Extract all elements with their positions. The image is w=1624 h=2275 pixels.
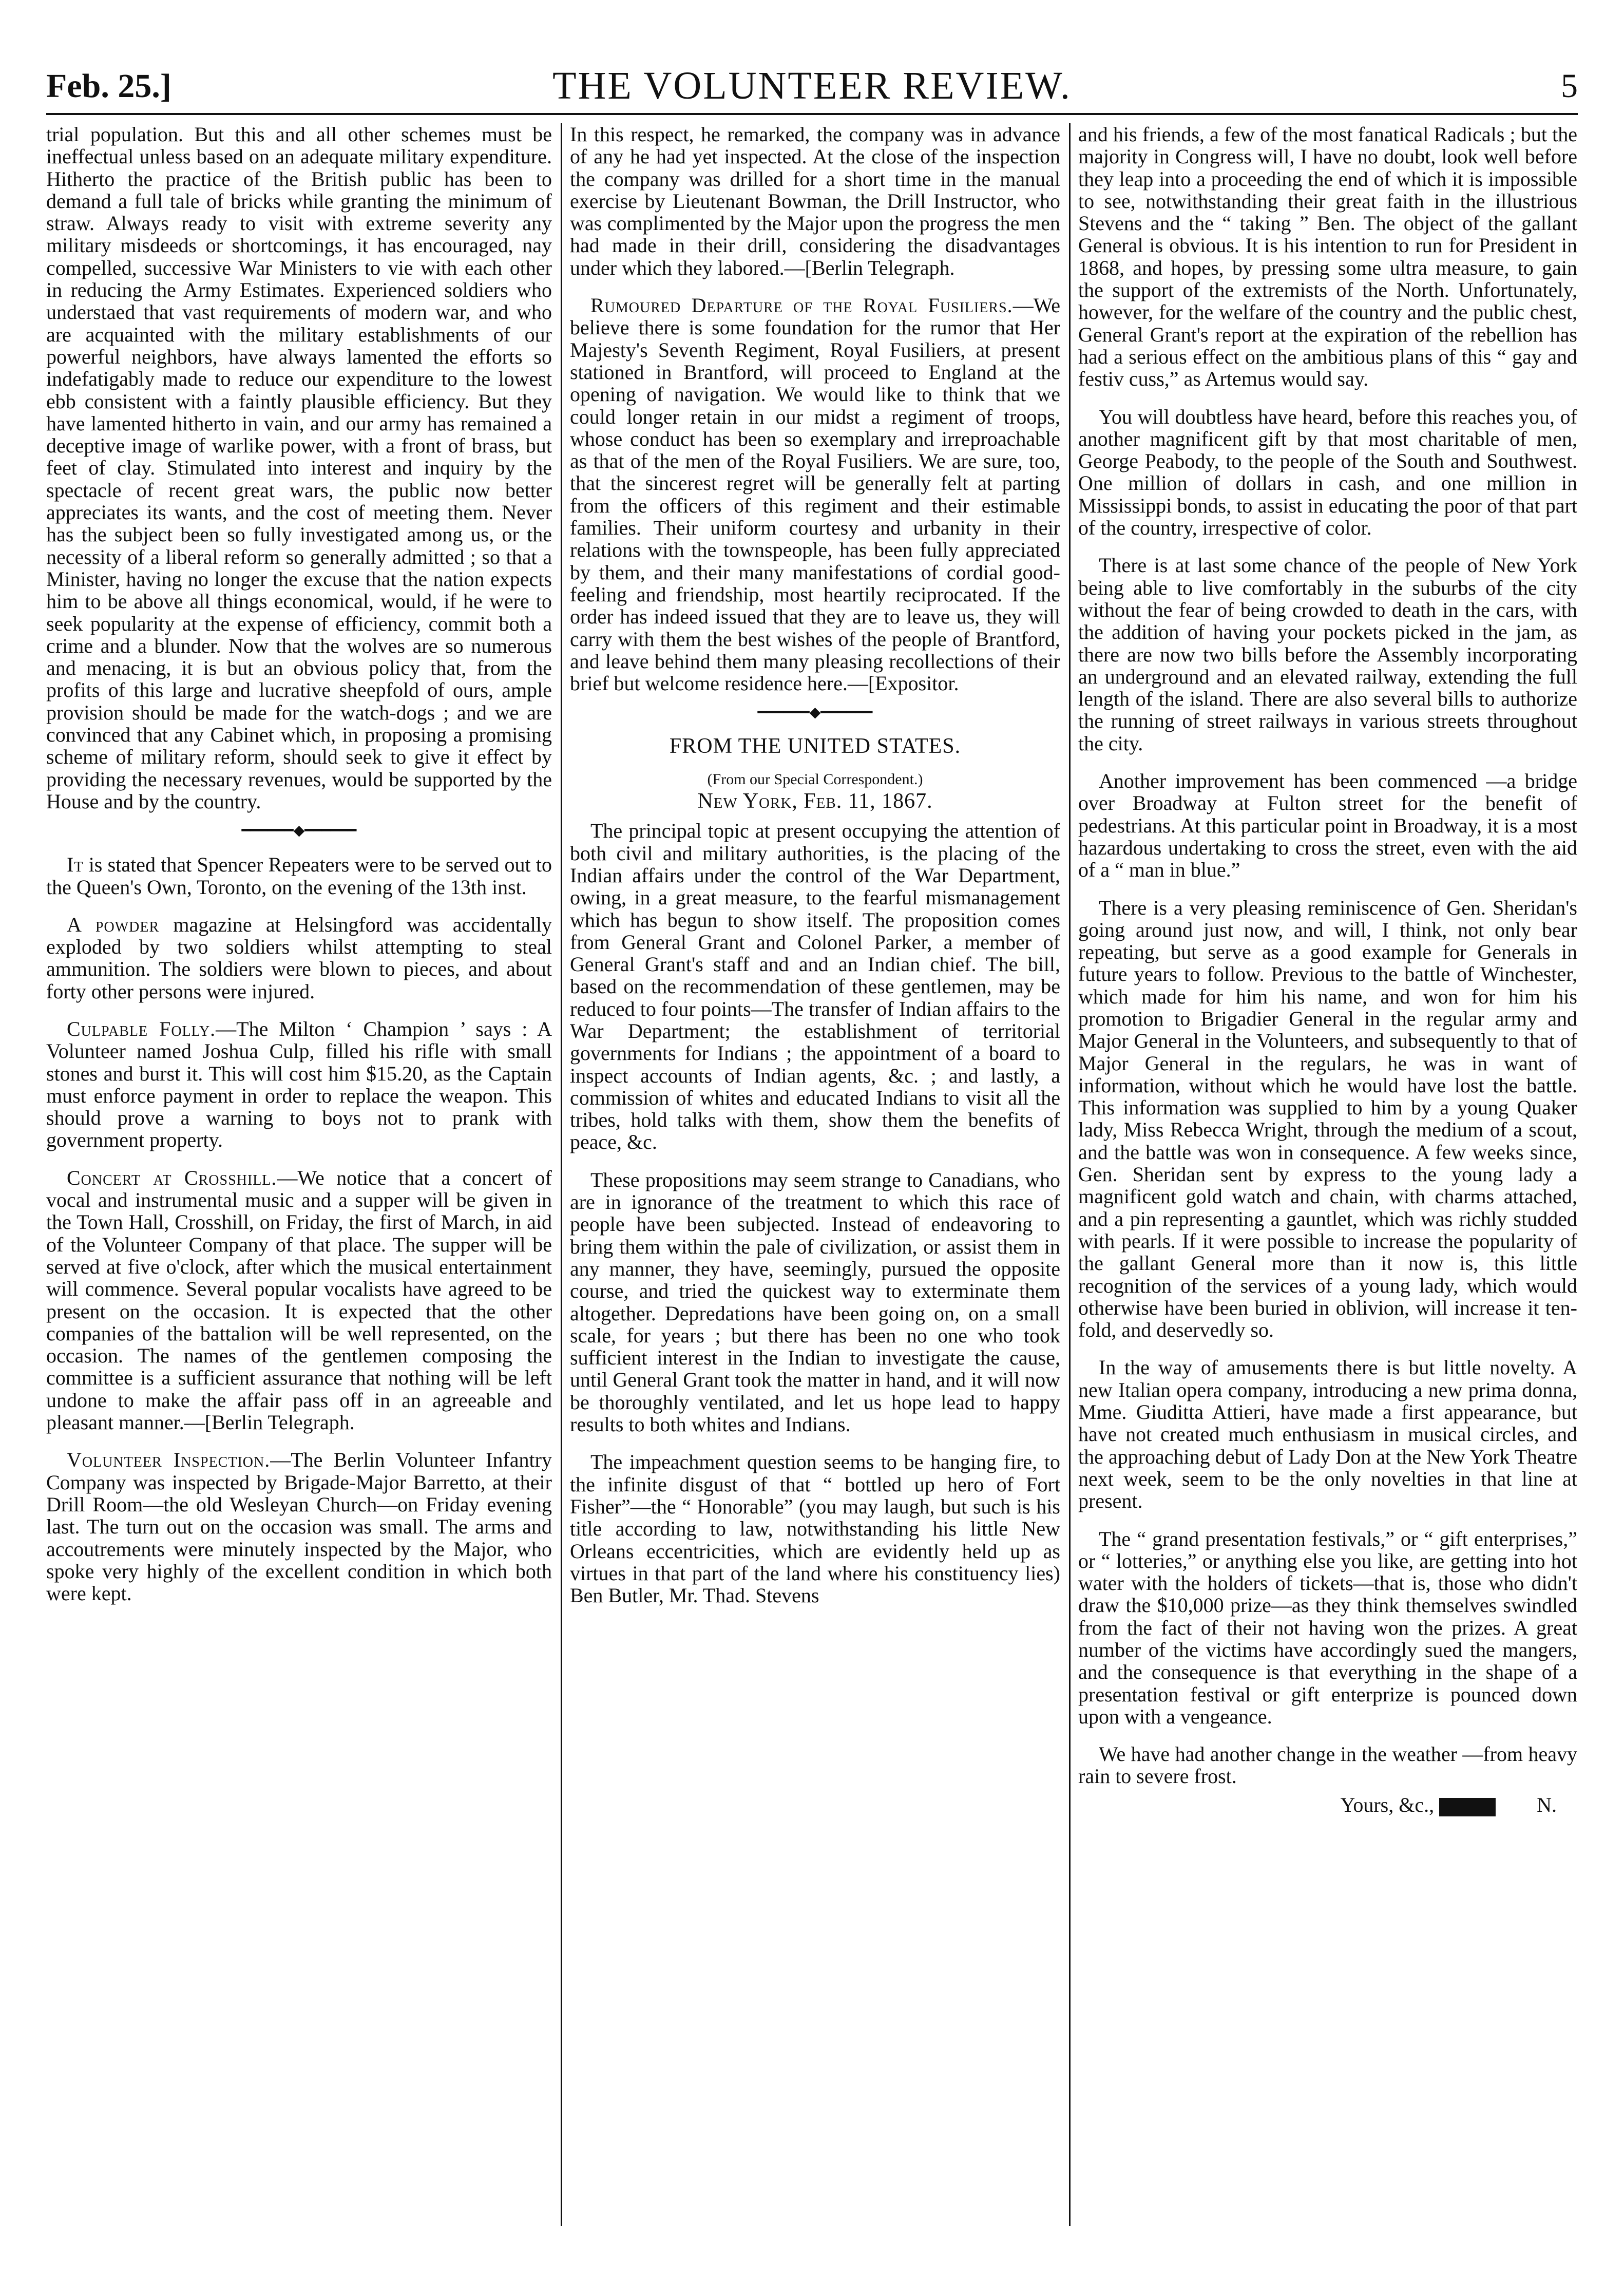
column-divider bbox=[561, 123, 562, 2226]
news-item-royal-fusiliers: Rumoured Departure of the Royal Fusiliers.—We believe there is some foundation for the rumor that Her Majesty's Seventh Regiment, Royal Fusiliers, at present stationed in Brantford, will proceed to England at the opening of navigation. We would like to think that we could longer retain in our midst a regiment of troops, whose conduct has been so exemplary and irreproachable as that of the men of the Royal Fusiliers. We are sure, too, that the sincerest regret will be generally felt at parting from the officers of this regiment and their estimable families. Their uniform courtesy and urbanity in their relations with the townspeople, has been fully appreciated by them, and their many manifestations of cordial good-feeling and friendship, most heartily reciprocated. If the order has indeed issued that they are to leave us, they will carry with them the best wishes of the people of Brantford, and leave behind them many pleasing recollections of their brief but welcome residence here.—[Expositor. bbox=[570, 294, 1060, 695]
ornamental-rule: ━━━━━━◆━━━━━━ bbox=[241, 823, 357, 839]
article-paragraph: There is at last some chance of the people of New York being able to live comfortably in the suburbs of the city without the fear of being crowded to death in the cars, with the addition of having your pockets picked in the jam, as there are now two bills before the Assembly incorporating an underground and an elevated railway, extending the full length of the island. There are also several bills to authorize the running of street railways in various streets throughout the city. bbox=[1078, 554, 1577, 755]
signoff-initial: N. bbox=[1537, 1793, 1557, 1816]
news-item-helsingford: A powder magazine at Helsingford was accidentally exploded by two soldiers whilst attempting to steal ammunition. The soldiers were blown to pieces, and about forty other persons were injured. bbox=[46, 913, 552, 1003]
lead-in: Culpable Folly. bbox=[67, 1017, 216, 1040]
article-paragraph: There is a very pleasing reminiscence of Gen. Sheridan's going around just now, and will, I think, not only bear repeating, but serve as a good example for Generals in future years to follow. Previous to the battle of Winchester, which made for him his name, and won for him his promotion to Brigadier General in the regular army and Major General in the Volunteers, and subsequently to that of Major General in the regulars, he was in want of information, without which he would have lost the battle. This information was supplied to him by a young Quaker lady, Miss Rebecca Wright, through the medium of a scout, and the battle was won in consequence. A few weeks since, Gen. Sheridan sent by express to the young lady a magnificent gold watch and chain, with charms attached, and a pin representing a gauntlet, which was richly studded with pearls. If it were possible to increase the popularity of the gallant General more than it now is, this little recognition of the services of a young lady, which would otherwise have been buried in oblivion, will increase it ten-fold, and deservedly so. bbox=[1078, 896, 1577, 1342]
column-left bbox=[46, 123, 552, 2226]
section-title: FROM THE UNITED STATES. bbox=[669, 734, 961, 759]
lead-in: It bbox=[67, 853, 84, 877]
article-paragraph: The “ grand presentation festivals,” or “ gift enterprises,” or “ lotteries,” or anything else you like, are getting into hot water with the holders of tickets—that is, those who didn't draw the $10,000 prize—as they think themselves swindled from the fact of their not having won the prizes. A great number of the victims have accordingly sued the mangers, and the consequence is that everything in the shape of a presentation festival or gift enterprize is pounced down upon with a vengeance. bbox=[1078, 1527, 1577, 1728]
news-item-spencer-repeaters: It is stated that Spencer Repeaters were to be served out to the Queen's Own, Toronto, on the evening of the 13th inst. bbox=[46, 853, 552, 899]
article-paragraph: You will doubtless have heard, before this reaches you, of another magnificent gift by that most charitable of men, George Peabody, to the people of the South and Southwest. One million of dollars in cash, and one million in Mississippi bonds, to assist in educating the poor of that part of the country, irrespective of color. bbox=[1078, 405, 1577, 540]
section-subtitle: (From our Special Correspondent.) bbox=[707, 770, 923, 788]
column-divider bbox=[1069, 123, 1071, 2226]
article-paragraph: Another improvement has been commenced —a bridge over Broadway at Fulton street for the benefit of pedestrians. At this particular point in Broadway, it is a most hazardous undertaking to cross the street, even with the aid of a “ man in blue.” bbox=[1078, 769, 1577, 882]
redaction-mark bbox=[1439, 1798, 1496, 1816]
column-middle bbox=[570, 123, 1060, 2226]
article-paragraph: These propositions may seem strange to Canadians, who are in ignorance of the treatment to which this race of people have been subjected. Instead of endeavoring to bring them within the pale of civilization, or assist them in any manner, they have, seemingly, pursued the opposite course, and tried the quickest way to exterminate them altogether. Depredations have been going on, on a small scale, for years ; but there has been no one who took sufficient interest in the Indian to investigate the cause, until General Grant took the matter in hand, and it will now be thoroughly ventilated, and let us hope lead to happy results to both whites and Indians. bbox=[570, 1168, 1060, 1436]
news-item-concert-crosshill: Concert at Crosshill.—We notice that a concert of vocal and instrumental music and a supper will be given in the Town Hall, Crosshill, on Friday, the first of March, in aid of the Volunteer Company of that place. The supper will be served at five o'clock, after which the musical entertainment will commence. Several popular vocalists have agreed to be present on the occasion. It is expected that the other companies of the battalion will be well represented, on the occasion. The names of the gentlemen composing the committee is a sufficient assurance that nothing will be left undone to make the affair pass off in an agreeable and pleasant manner.—[Berlin Telegraph. bbox=[46, 1166, 552, 1434]
dateline: New York, Feb. 11, 1867. bbox=[697, 789, 933, 813]
page-number: 5 bbox=[1561, 67, 1578, 105]
lead-in: A powder bbox=[67, 913, 160, 936]
ornamental-rule: ━━━━━━◆━━━━━━ bbox=[757, 705, 873, 721]
article-paragraph: and his friends, a few of the most fanatical Radicals ; but the majority in Congress will, I have no doubt, look well before they leap into a proceeding the end of which it is impossible to see, notwithstanding their great faith in the illustrious Stevens and the “ taking ” Ben. The object of the gallant General is obvious. It is his intention to run for President in 1868, and hopes, by pressing some ultra measure, to gain the support of the extremists of the North. Unfortunately, however, for the welfare of the country and the public chest, General Grant's report at the expiration of the rebellion has had a serious effect on the ambitious plans of this “ gay and festiv cuss,” as Artemus would say. bbox=[1078, 123, 1577, 391]
news-item-culpable-folly: Culpable Folly.—The Milton ‘ Champion ’ says : A Volunteer named Joshua Culp, filled his rifle with small stones and burst it. This will cost him $15.20, as the Captain must enforce payment in order to replace the weapon. This should prove a warning to boys not to prank with government property. bbox=[46, 1017, 552, 1152]
issue-date: Feb. 25.] bbox=[46, 67, 171, 105]
article-paragraph: The principal topic at present occupying the attention of both civil and military authorities, is the placing of the Indian affairs under the control of the War Department, owing, in a great measure, to the fearful mismanagement which has begun to show itself. The proposition comes from General Grant and Colonel Parker, a member of General Grant's staff and and an Indian chief. The bill, based on the recommendation of these gentlemen, may be reduced to four points—The transfer of Indian affairs to the War Department; the establishment of territorial governments for Indians ; the appointment of a board to inspect accounts of Indian agents, &c. ; and lastly, a commission of whites and educated Indians to visit all the tribes, hold talks with them, show them the benefits of peace, &c. bbox=[570, 819, 1060, 1154]
article-paragraph: In this respect, he remarked, the company was in advance of any he had yet inspected. At the close of the inspection the company was drilled for a short time in the manual exercise by Lieutenant Bowman, the Drill Instructor, who was complimented by the Major upon the progress the men had made in their drill, considering the disadvantages under which they labored.—[Berlin Telegraph. bbox=[570, 123, 1060, 279]
masthead-title: THE VOLUNTEER REVIEW. bbox=[552, 64, 1072, 107]
lead-in: Concert at Crosshill. bbox=[67, 1166, 277, 1189]
signoff-text: Yours, &c., bbox=[1340, 1793, 1435, 1816]
article-paragraph: We have had another change in the weather —from heavy rain to severe frost. bbox=[1078, 1742, 1577, 1788]
page-header bbox=[46, 56, 1578, 115]
lead-in: Volunteer Inspection. bbox=[67, 1448, 271, 1472]
signoff bbox=[1078, 1794, 1577, 1816]
news-item-volunteer-inspection: Volunteer Inspection.—The Berlin Volunteer Infantry Company was inspected by Brigade-Major Barretto, at their Drill Room—the old Wesleyan Church—on Friday evening last. The turn out on the occasion was small. The arms and accoutrements were minutely inspected by the Major, who spoke very highly of the excellent condition in which both were kept. bbox=[46, 1448, 552, 1605]
lead-in: Rumoured Departure of the Royal Fusiliers. bbox=[590, 294, 1013, 317]
column-right bbox=[1078, 123, 1577, 2226]
article-paragraph: The impeachment question seems to be hanging fire, to the infinite disgust of that “ bottled up hero of Fort Fisher”—the “ Honorable” (you may laugh, but such is his title according to law, notwithstanding his little New Orleans eccentricities, which are evidently held up as virtues in that part of the land where his constituency lies) Ben Butler, Mr. Thad. Stevens bbox=[570, 1450, 1060, 1607]
article-paragraph: trial population. But this and all other schemes must be ineffectual unless based on an adequate military expenditure. Hitherto the practice of the British public has been to demand a full tale of bricks while granting the minimum of straw. Always ready to visit with extreme severity any military misdeeds or shortcomings, it has encouraged, nay compelled, successive War Ministers to vie with each other in reducing the Army Estimates. Experienced soldiers who understaed that vast requirements of modern war, and who are acquainted with the military establishments of our powerful neighbors, have always lamented the efforts so indefatigably made to reduce our expenditure to the lowest ebb consistent with a faintly plausible efficiency. But they have lamented hitherto in vain, and our army has remained a deceptive image of warlike power, with a front of brass, but feet of clay. Stimulated into interest and inquiry by the spectacle of recent great wars, the public now better appreciates its wants, and the cost of meeting them. Never has the subject been so fully investigated among us, or the necessity of a liberal reform so generally admitted ; so that a Minister, having no longer the excuse that the nation expects him to be above all things economical, would, if he were to seek popularity at the expense of efficiency, commit both a crime and a blunder. Now that the wolves are so numerous and menacing, it is but an obvious policy that, from the profits of this large and lucrative sheepfold of ours, ample provision should be made for the watch-dogs ; and we are convinced that any Cabinet which, in proposing a promising scheme of military reform, should seek to give it effect by providing the necessary revenues, would be supported by the House and by the country. bbox=[46, 123, 552, 813]
article-paragraph: In the way of amusements there is but little novelty. A new Italian opera company, introducing a new prima donna, Mme. Giuditta Attieri, have made a first appearance, but have not created much enthusiasm in musical circles, and the approaching debut of Lady Don at the New York Theatre next week, seem to be the only novelties in that line at present. bbox=[1078, 1356, 1577, 1513]
